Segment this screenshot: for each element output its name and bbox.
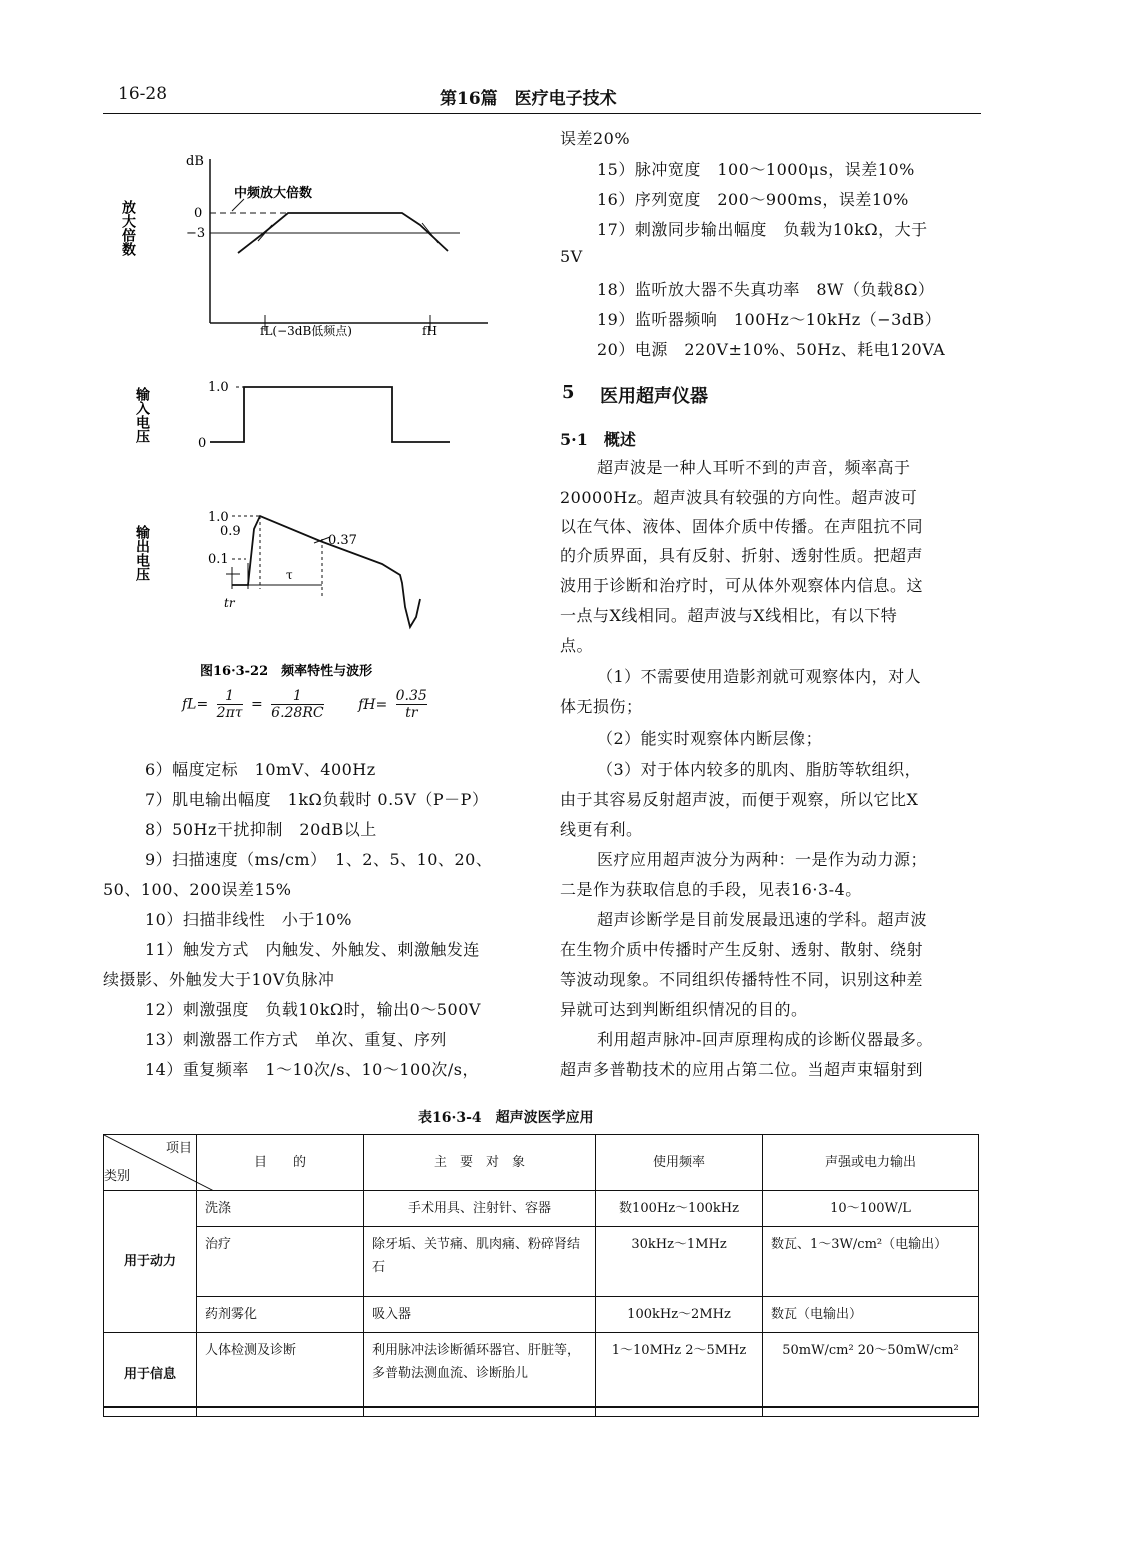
right-item: 18）监听放大器不失真功率 8W（负载8Ω）	[597, 280, 935, 299]
right-item: 17）刺激同步输出幅度 负载为10kΩ，大于	[597, 220, 928, 239]
cell: 药剂雾化	[197, 1297, 364, 1333]
figure-16-3-22	[120, 145, 540, 705]
output-one-label: 1.0	[208, 510, 229, 525]
group-label: 用于信息	[104, 1333, 197, 1417]
output-tau-label: τ	[286, 568, 293, 582]
cell: 10～100W/L	[763, 1191, 979, 1227]
para-line: 在生物介质中传播时产生反射、透射、散射、绕射	[560, 940, 924, 959]
output-voltage-plot	[134, 510, 420, 627]
para-line: 由于其容易反射超声波，而便于观察，所以它比X	[560, 790, 919, 809]
right-item: 15）脉冲宽度 100～1000μs，误差10%	[597, 160, 915, 179]
para-line: 点。	[560, 636, 594, 655]
left-item: 11）触发方式 内触发、外触发、刺激触发连	[145, 940, 480, 959]
table-row	[104, 1191, 979, 1227]
left-item: 8）50Hz干扰抑制 20dB以上	[145, 820, 377, 839]
para-line: （1）不需要使用造影剂就可观察体内，对人	[597, 667, 922, 686]
fl-den1: 2πτ	[216, 705, 243, 721]
fr-mid-label: 中频放大倍数	[234, 186, 313, 201]
fr-db-label: dB	[186, 154, 204, 169]
para-line: 线更有利。	[560, 820, 643, 839]
cell: 数瓦（电输出）	[763, 1297, 979, 1333]
col-header: 使用频率	[596, 1135, 763, 1191]
cell: 数瓦、1～3W/cm²（电输出）	[763, 1227, 979, 1297]
section-number: 5	[562, 382, 575, 403]
formula	[182, 688, 431, 721]
cell: 吸入器	[364, 1297, 596, 1333]
para-line: 超声多普勒技术的应用占第二位。当超声束辐射到	[560, 1060, 924, 1079]
left-item: 50、100、200误差15%	[103, 880, 292, 899]
cell: 50mW/cm² 20～50mW/cm²	[763, 1333, 979, 1417]
formula-eq: =	[250, 696, 263, 713]
input-voltage-plot	[134, 380, 450, 451]
table-header-row	[104, 1135, 979, 1191]
para-line: 医疗应用超声波分为两种：一是作为动力源；	[597, 850, 928, 869]
cell: 手术用具、注射针、容器	[364, 1191, 596, 1227]
para-line: 超声诊断学是目前发展最迅速的学科。超声波	[597, 910, 928, 929]
table-bottom-rule	[103, 1406, 979, 1408]
para-line: 以在气体、液体、固体介质中传播。在声阻抗不同	[560, 517, 924, 536]
fh-den: tr	[405, 705, 418, 721]
para-line: 二是作为获取信息的手段，见表16·3-4。	[560, 880, 862, 899]
input-ylabel: 输入电压	[134, 387, 150, 443]
freq-response-plot	[120, 154, 488, 338]
left-item: 14）重复频率 1～10次/s、10～100次/s，	[145, 1060, 480, 1079]
cell: 数100Hz～100kHz	[596, 1191, 763, 1227]
cell: 治疗	[197, 1227, 364, 1297]
fl-den2: 6.28RC	[271, 705, 324, 721]
left-item: 7）肌电输出幅度 1kΩ负载时 0.5V（P－P）	[145, 790, 489, 809]
left-item: 9）扫描速度（ms/cm） 1、2、5、10、20、	[145, 850, 493, 869]
para-line: 等波动现象。不同组织传播特性不同，识别这种差	[560, 970, 924, 989]
running-title: 第16篇 医疗电子技术	[440, 89, 617, 109]
para-line: 体无损伤；	[560, 697, 643, 716]
figure-caption: 图16·3-22 频率特性与波形	[200, 664, 373, 679]
para-line: （3）对于体内较多的肌肉、脂肪等软组织，	[597, 760, 922, 779]
corner-bottom: 类别	[104, 1169, 131, 1184]
para-line: 的介质界面，具有反射、折射、透射性质。把超声	[560, 546, 924, 565]
table-row	[104, 1333, 979, 1417]
output-tr-label: tr	[224, 596, 235, 610]
para-line: 利用超声脉冲-回声原理构成的诊断仪器最多。	[597, 1030, 933, 1049]
output-p09-label: 0.9	[220, 524, 241, 539]
input-one-label: 1.0	[208, 380, 229, 395]
para-line: 超声波是一种人耳听不到的声音，频率高于	[597, 458, 911, 477]
output-p037-label: 0.37	[328, 533, 357, 548]
ultrasound-table	[103, 1134, 979, 1417]
left-item: 6）幅度定标 10mV、400Hz	[145, 760, 376, 779]
cell: 洗涤	[197, 1191, 364, 1227]
fr-minus3-label: −3	[186, 226, 206, 241]
left-item: 10）扫描非线性 小于10%	[145, 910, 352, 929]
subsection-title: 5·1 概述	[560, 430, 636, 449]
output-ylabel: 输出电压	[134, 525, 150, 581]
table-title: 表16·3-4 超声波医学应用	[418, 1110, 594, 1126]
fr-fh-label: fH	[422, 324, 437, 338]
fr-zero-label: 0	[194, 206, 203, 221]
section-title: 医用超声仪器	[600, 386, 708, 407]
cell: 利用脉冲法诊断循环器官、肝脏等，多普勒法测血流、诊断胎儿	[364, 1333, 596, 1417]
col-header: 主 要 对 象	[364, 1135, 596, 1191]
cell: 30kHz～1MHz	[596, 1227, 763, 1297]
group-label: 用于动力	[104, 1191, 197, 1333]
para-line: 异就可达到判断组织情况的目的。	[560, 1000, 808, 1019]
fl-num2: 1	[271, 688, 323, 705]
table-row	[104, 1297, 979, 1333]
right-item: 16）序列宽度 200～900ms，误差10%	[597, 190, 909, 209]
left-item: 续摄影、外触发大于10V负脉冲	[103, 970, 335, 989]
output-p01-label: 0.1	[208, 552, 229, 567]
para-line: 波用于诊断和治疗时，可从体外观察体内信息。这	[560, 576, 924, 595]
cell: 100kHz～2MHz	[596, 1297, 763, 1333]
corner-cell	[104, 1135, 197, 1191]
col-header: 声强或电力输出	[763, 1135, 979, 1191]
fr-ylabel: 放大倍数	[120, 200, 136, 256]
para-line: （2）能实时观察体内断层像；	[597, 729, 823, 748]
cell: 人体检测及诊断	[197, 1333, 364, 1417]
para-line: 20000Hz。超声波具有较强的方向性。超声波可	[560, 488, 918, 507]
corner-top: 项目	[165, 1141, 192, 1156]
fr-fl-label: fL(−3dB低频点)	[260, 324, 352, 338]
para-line: 一点与X线相同。超声波与X线相比，有以下特	[560, 606, 898, 625]
right-item: 20）电源 220V±10%、50Hz、耗电120VA	[597, 340, 946, 359]
fl-lhs: fL=	[182, 696, 209, 713]
header-rule	[103, 113, 981, 114]
fl-num1: 1	[217, 688, 243, 705]
left-item: 12）刺激强度 负载10kΩ时，输出0～500V	[145, 1000, 481, 1019]
right-item: 19）监听器频响 100Hz～10kHz（−3dB）	[597, 310, 942, 329]
page-number: 16-28	[118, 84, 168, 104]
table-row	[104, 1227, 979, 1297]
fh-num: 0.35	[395, 688, 427, 704]
input-zero-label: 0	[198, 436, 207, 451]
col-header: 目 的	[197, 1135, 364, 1191]
right-item: 误差20%	[560, 129, 631, 148]
cell: 1～10MHz 2～5MHz	[596, 1333, 763, 1417]
left-item: 13）刺激器工作方式 单次、重复、序列	[145, 1030, 447, 1049]
fh-lhs: fH=	[358, 696, 388, 713]
right-item: 5V	[560, 247, 583, 266]
cell: 除牙垢、关节痛、肌肉痛、粉碎肾结石	[364, 1227, 596, 1297]
